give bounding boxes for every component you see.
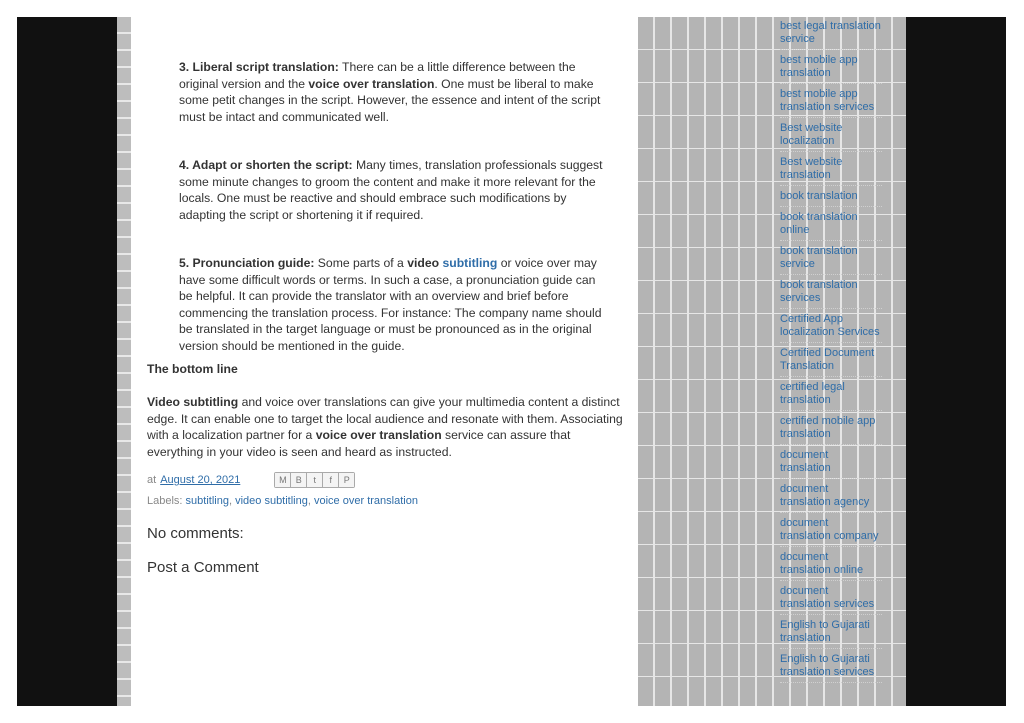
list-item (780, 53, 882, 84)
list-item (780, 278, 882, 309)
post-comment-heading: Post a Comment (147, 559, 259, 576)
sidebar-label-link[interactable]: best legal translation service (780, 20, 881, 45)
sidebar-label-link[interactable]: Certified Document Translation (780, 347, 875, 372)
sidebar-label-link[interactable]: document translation online (780, 551, 864, 576)
comments-heading: No comments: (147, 525, 244, 542)
subtitling-link[interactable]: subtitling (442, 256, 498, 270)
list-item (780, 87, 882, 118)
sidebar-label-link[interactable]: certified legal translation (780, 381, 845, 406)
item-text: Many times, translation professionals suggest some minute changes to groom the content and make it more relevant for the locals. One must be reactive and should embrace such modifications by adapting the script or shortening it if required. (179, 158, 603, 222)
facebook-share-icon[interactable]: f (323, 473, 339, 487)
list-item (179, 157, 604, 223)
pinterest-share-icon[interactable]: P (339, 473, 354, 487)
list-item (780, 312, 882, 343)
sidebar-label-link[interactable]: English to Gujarati translation (780, 619, 870, 644)
conclusion-text: and voice over translations can give your multimedia content a distinct edge. It can enable one to target the local audience and resonate with them. Associating with a localization partner for a (147, 395, 623, 442)
label-link-video-subtitling[interactable]: video subtitling (235, 495, 308, 507)
sidebar-label-link[interactable]: best mobile app translation (780, 54, 858, 79)
sidebar-label-link[interactable]: document translation services (780, 585, 875, 610)
twitter-share-icon[interactable]: t (307, 473, 323, 487)
list-item (780, 618, 882, 649)
list-item (780, 550, 882, 581)
sidebar-label-link[interactable]: book translation service (780, 245, 858, 270)
left-decorative-strip (117, 17, 131, 706)
post-date-link[interactable]: August 20, 2021 (160, 474, 241, 486)
bold-term: video (407, 256, 440, 270)
right-frame-strip (906, 17, 1006, 706)
item-title: 5. Pronunciation guide: (179, 256, 315, 270)
list-item (179, 255, 604, 354)
list-item (780, 448, 882, 479)
at-label: at (147, 474, 157, 486)
item-text: . One must be liberal to make some petit changes in the script. However, the essence and intent of the script must be intact and communicated well. (179, 76, 601, 124)
list-item (780, 189, 882, 207)
sidebar-label-link[interactable]: English to Gujarati translation services (780, 653, 875, 678)
conclusion-paragraph (147, 394, 627, 460)
item-text: or voice over may have some difficult words or terms. In such a case, a pronunciation guide can be helpful. It can provide the translator with an overview and brief before commencing the translation process. For instance: The company name should be translated in the target language or must be pronounced as in the original version should be mentioned in the guide. (179, 256, 602, 353)
bold-term: voice over translation (315, 428, 442, 442)
sidebar-label-link[interactable]: document translation (780, 449, 831, 474)
list-item (780, 414, 882, 445)
sidebar-label-list (780, 19, 882, 686)
post-meta (147, 472, 355, 488)
list-item (780, 380, 882, 411)
item-text: Some parts of a (314, 256, 408, 270)
label-link-voice-over[interactable]: voice over translation (314, 495, 418, 507)
sidebar-label-link[interactable]: book translation online (780, 211, 858, 236)
blog-share-icon[interactable]: B (291, 473, 307, 487)
share-buttons (274, 472, 355, 488)
list-item (780, 121, 882, 152)
list-item (780, 19, 882, 50)
list-item (780, 244, 882, 275)
labels-prefix: Labels: (147, 495, 183, 507)
email-share-icon[interactable]: M (275, 473, 291, 487)
sidebar (638, 17, 906, 706)
sidebar-label-link[interactable]: document translation company (780, 517, 879, 542)
tips-list (179, 59, 604, 354)
list-item (780, 584, 882, 615)
label-link-subtitling[interactable]: subtitling (185, 495, 229, 507)
sidebar-label-link[interactable]: book translation (780, 190, 858, 202)
bold-term: Video subtitling (147, 395, 239, 409)
sidebar-label-link[interactable]: certified mobile app translation (780, 415, 876, 440)
conclusion-text: service can assure that everything in your video is seen and heard as instructed. (147, 428, 571, 459)
sidebar-label-link[interactable]: Best website translation (780, 156, 843, 181)
list-item (780, 346, 882, 377)
list-item (780, 482, 882, 513)
sidebar-label-link[interactable]: Best website localization (780, 122, 843, 147)
section-heading: The bottom line (147, 362, 238, 376)
sidebar-label-link[interactable]: Certified App localization Services (780, 313, 880, 338)
list-item (179, 59, 604, 125)
item-title: 4. Adapt or shorten the script: (179, 158, 353, 172)
item-text: There can be a little difference between the original version and the (179, 60, 576, 91)
post-body (131, 17, 638, 706)
item-title: 3. Liberal script translation: (179, 60, 339, 74)
sidebar-label-link[interactable]: best mobile app translation services (780, 88, 875, 113)
sidebar-label-link[interactable]: document translation agency (780, 483, 870, 508)
list-item (780, 516, 882, 547)
list-item (780, 652, 882, 683)
bold-term: voice over translation (308, 76, 435, 91)
list-item (780, 155, 882, 186)
sidebar-label-link[interactable]: book translation services (780, 279, 858, 304)
list-item (780, 210, 882, 241)
post-labels: Labels: subtitling, video subtitling, voice over translation (147, 495, 418, 507)
